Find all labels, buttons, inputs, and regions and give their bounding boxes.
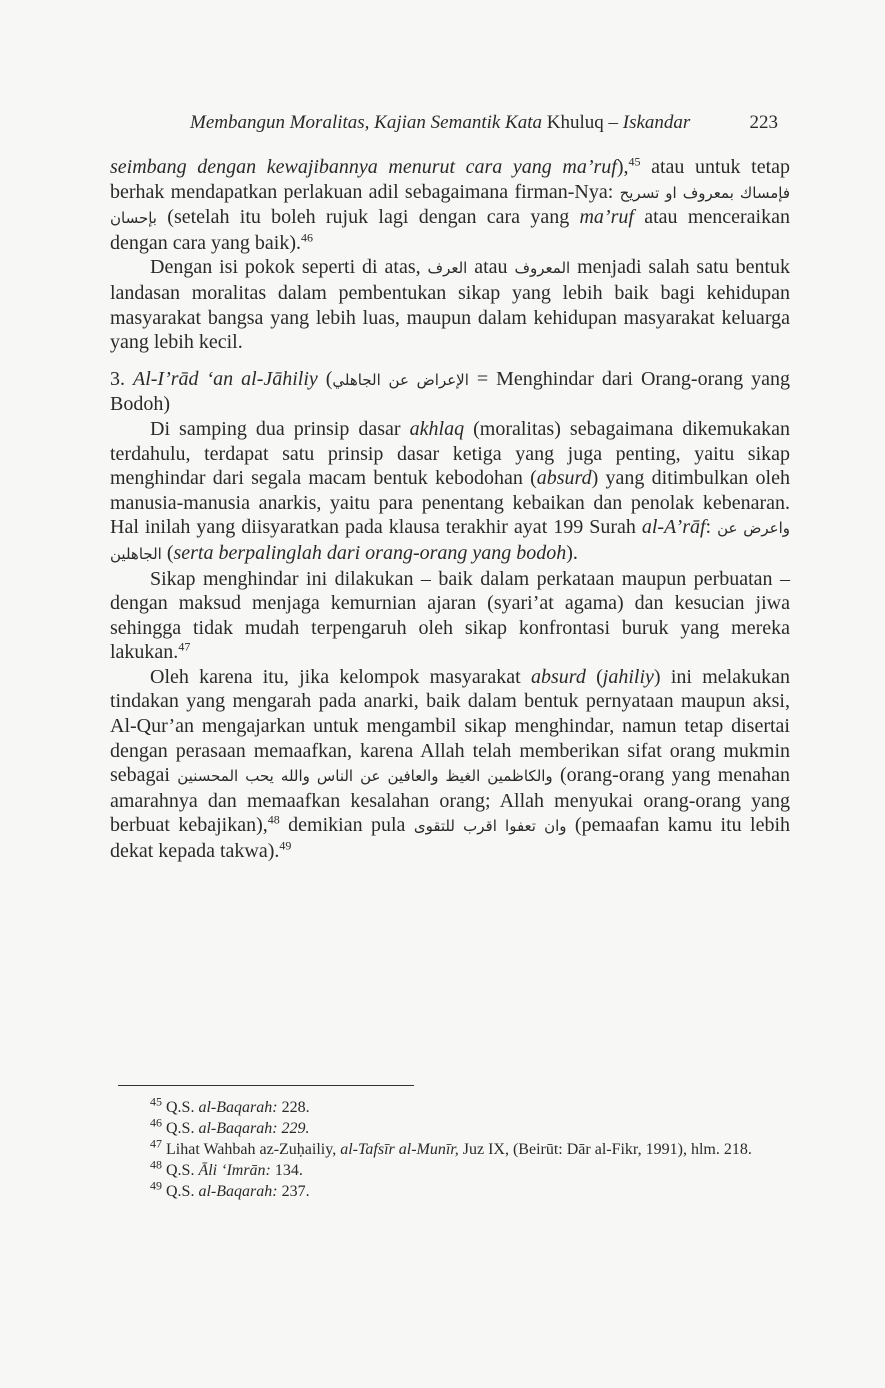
paragraph-2: [110, 255, 790, 354]
italic-text: Al-I’rād ‘an al-Jāhiliy: [132, 367, 318, 390]
footnote-45: [150, 1094, 790, 1118]
footnote-number: 47: [150, 1136, 162, 1151]
text: Juz IX, (Beirūt: Dār al-Fikr, 1991), hlm. 218.: [458, 1141, 752, 1158]
footnote-ref[interactable]: 49: [279, 838, 292, 853]
italic-text: ma’ruf: [579, 206, 634, 229]
italic-text: Āli ‘Imrān:: [198, 1162, 271, 1179]
italic-text: akhlaq: [409, 417, 465, 440]
italic-text: al-Tafsīr al-Munīr,: [340, 1141, 459, 1158]
main-text: [110, 155, 790, 864]
text: 134.: [270, 1162, 303, 1179]
paragraph-1: [110, 155, 790, 255]
italic-text: serta berpalinglah dari orang-orang yang bodoh: [173, 541, 567, 564]
italic-text: al-Baqarah:: [198, 1099, 278, 1116]
arabic-quote: والكاظمين الغيظ والعافين عن الناس والله يحب المحسنين: [177, 767, 553, 786]
running-header: [190, 112, 790, 134]
text: atau untuk tetap berhak mendapatkan perlakuan adil sebagaimana firman-Nya:: [110, 156, 791, 203]
italic-text: absurd: [536, 467, 592, 490]
footnote-number: 49: [150, 1178, 162, 1193]
text: (: [585, 665, 603, 688]
arabic-quote: وان تعفوا اقرب للتقوى: [413, 817, 567, 836]
text: atau menceraikan dengan cara yang baik).: [110, 206, 790, 254]
text: Q.S.: [162, 1162, 199, 1179]
italic-text: jahiliy: [602, 665, 654, 688]
footnote-divider: [118, 1085, 414, 1086]
footnotes: [150, 1094, 790, 1202]
text: Q.S.: [162, 1120, 199, 1137]
text: Di samping dua prinsip dasar: [150, 417, 410, 440]
footnote-49: [150, 1178, 790, 1202]
text: ).: [566, 541, 578, 564]
text: demikian pula: [279, 814, 414, 837]
header-title-part1: Membangun Moralitas, Kajian Semantik Kata: [190, 112, 547, 133]
footnote-number: 48: [150, 1157, 162, 1172]
footnote-number: 46: [150, 1115, 162, 1130]
arabic-quote: فإمساك بمعروف او تسريح بإحسان: [110, 183, 790, 228]
header-title-keyword: Khuluq: [546, 112, 604, 133]
italic-text: seimbang dengan kewajibannya menurut cara yang ma’ruf: [110, 156, 617, 178]
paragraph-4: [110, 567, 790, 665]
page-number: 223: [749, 112, 778, 133]
text: (pemaafan kamu itu lebih dekat kepada takwa).: [110, 814, 791, 863]
italic-text: al-Baqarah:: [198, 1183, 278, 1200]
text: (moralitas) sebagaimana dikemukakan terdahulu, terdapat satu prinsip dasar ketiga yang juga penting, yaitu sikap menghindar dari segala macam bentuk kebodohan (: [110, 417, 790, 490]
arabic-term: العرف: [427, 259, 468, 278]
arabic-quote: واعرض عن الجاهلين: [110, 519, 790, 563]
footnote-ref[interactable]: 47: [178, 639, 191, 654]
text: = Menghindar dari Orang-orang yang Bodoh): [110, 367, 790, 416]
text: ) yang ditimbulkan oleh manusia-manusia anarkis, yaitu para penentang kebaikan dan penolak kebenaran. Hal inilah yang diisyaratkan pada klausa terakhir ayat 199 Surah: [110, 467, 790, 539]
text: Q.S.: [162, 1099, 199, 1116]
text: Sikap menghindar ini dilakukan – baik dalam perkataan maupun perbuatan – dengan maksud menjaga kemurnian ajaran (syari’at agama) dan kesucian jiwa sehingga tidak mudah terpengaruh oleh sikap konfrontasi buruk yang mereka lakukan.: [110, 567, 790, 664]
text: (setelah itu boleh rujuk lagi dengan cara yang: [157, 206, 580, 229]
paragraph-3: [110, 417, 790, 567]
footnote-46: [150, 1115, 790, 1139]
footnote-ref[interactable]: 46: [301, 230, 314, 245]
italic-text: absurd: [531, 665, 586, 688]
footnote-ref[interactable]: 45: [628, 154, 641, 169]
footnote-ref[interactable]: 48: [267, 812, 280, 827]
footnote-48: [150, 1157, 790, 1181]
text: 237.: [277, 1183, 310, 1200]
italic-text: al-Baqarah: 229.: [198, 1120, 310, 1137]
paragraph-5: [110, 665, 790, 864]
text: Q.S.: [162, 1183, 199, 1200]
text: Dengan isi pokok seperti di atas,: [150, 256, 428, 279]
text: Lihat Wahbah az-Zuḥailiy,: [162, 1141, 341, 1158]
arabic-term: المعروف: [514, 259, 571, 278]
text: Oleh karena itu, jika kelompok masyarakat: [150, 665, 532, 688]
text: menjadi salah satu bentuk landasan moralitas dalam pembentukan sikap yang lebih baik bagi kehidupan masyarakat bangsa yang lebih luas, maupun dalam kehidupan masyarakat keluarga yang lebih kecil.: [110, 256, 790, 354]
footnote-number: 45: [150, 1094, 162, 1109]
text: (: [161, 541, 174, 564]
footnote-47: [150, 1136, 790, 1160]
text: ),: [616, 156, 629, 178]
arabic-term: الإعراض عن الجاهلي: [332, 370, 469, 389]
section-number: 3.: [110, 367, 133, 390]
header-title: [190, 112, 690, 133]
section-3-heading: [110, 367, 790, 417]
header-title-author: – Iskandar: [603, 112, 691, 133]
text: atau: [467, 256, 515, 279]
text: 228.: [277, 1099, 310, 1116]
italic-text: al-A’rāf: [641, 516, 706, 539]
text: (orang-orang yang menahan amarahnya dan memaafkan kesalahan orang; Allah menyukai orang-orang yang berbuat kebajikan),: [110, 764, 790, 837]
text: :: [705, 516, 718, 539]
text: (: [317, 367, 333, 390]
text: ) ini melakukan tindakan yang mengarah pada anarki, baik dalam bentuk pernyataan maupun aksi, Al-Qur’an mengajarkan untuk mengambil sikap menghindar, namun tetap disertai dengan perasaan memaafkan, karena Allah telah memberikan sifat orang mukmin sebagai: [110, 665, 790, 787]
